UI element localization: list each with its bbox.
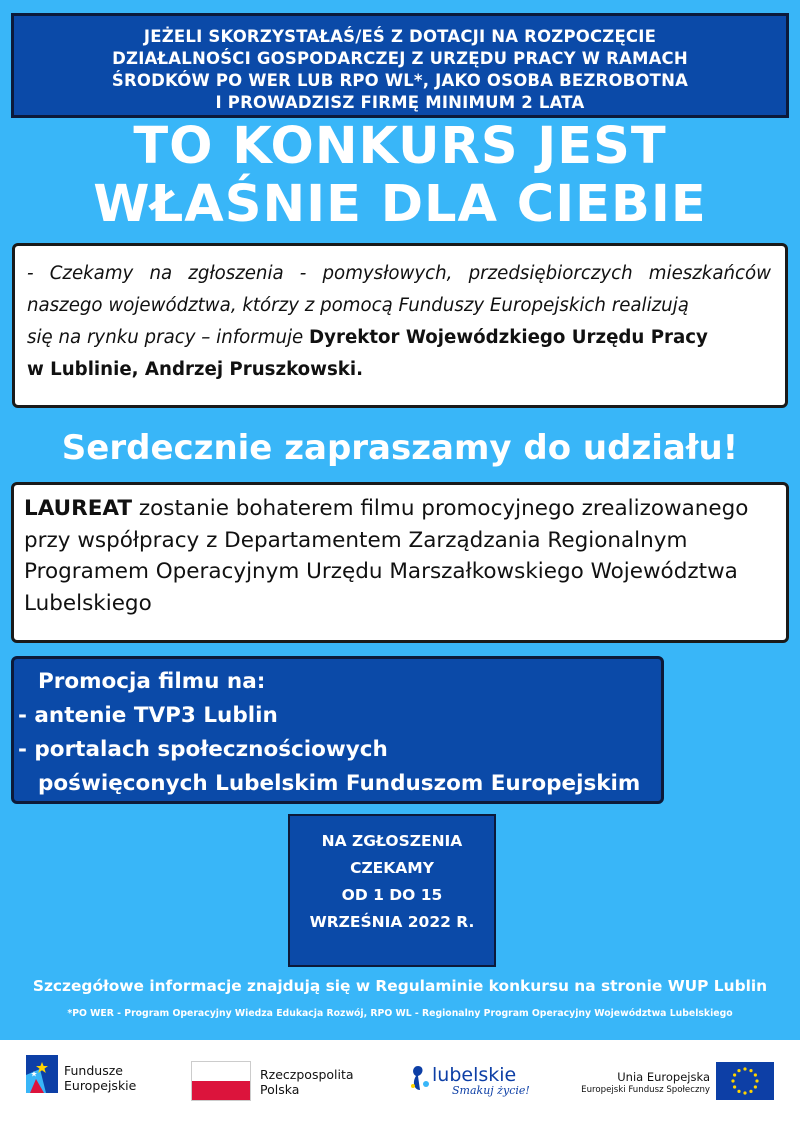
top-banner-line: I PROWADZISZ FIRMĘ MINIMUM 2 LATA [215,93,585,112]
eu-star-icon [754,1085,757,1088]
promo-item: poświęconych Lubelskim Funduszom Europejskim [38,771,641,796]
promo-item: - antenie TVP3 Lublin [18,703,278,728]
promo-item: - portalach społecznościowych [18,737,388,762]
eu-star-icon [743,1067,746,1070]
headline-line: WŁAŚNIE DLA CIEBIE [93,175,707,234]
rp-logo-line: Polska [260,1082,300,1097]
logo-footer [0,1040,800,1127]
deadline-line: CZEKAMY [350,859,434,877]
eu-star-icon [737,1090,740,1093]
quote-line [27,322,771,354]
quote-box [12,243,788,408]
promo-title: Promocja filmu na: [38,669,266,694]
lubelskie-wordmark: lubelskie [432,1064,517,1086]
eu-flag-icon [716,1062,774,1100]
deadline-line: OD 1 DO 15 [341,886,443,904]
ue-logo-title: Unia Europejska [617,1070,710,1084]
quote-line: w Lublinie, Andrzej Pruszkowski. [27,359,364,380]
eu-star-icon [755,1079,758,1082]
top-banner [11,13,789,118]
laureat-line: Programem Operacyjnym Urzędu Marszałkowskiego Województwa [24,559,738,584]
lubelskie-tagline: Smakuj życie! [452,1084,530,1097]
laureat-text: zostanie bohaterem filmu promocyjnego zrealizowanego [132,496,749,521]
eu-star-icon [733,1073,736,1076]
laureat-line: Lubelskiego [24,590,152,616]
ue-logo-sub: Europejski Fundusz Społeczny [581,1085,710,1095]
quote-bold-text: Dyrektor Wojewódzkiego Urzędu Pracy [309,327,708,348]
promo-box [11,656,664,804]
eu-star-icon [754,1073,757,1076]
laureat-line [24,493,776,525]
quote-line: naszego województwa, którzy z pomocą Funduszy Europejskich realizują [27,295,689,316]
fe-logo-text [64,1063,136,1093]
invite-heading: Serdecznie zapraszamy do udziału! [61,428,739,468]
eu-star-icon [749,1090,752,1093]
eu-star-icon [743,1091,746,1094]
eu-star-icon [737,1069,740,1072]
fundusze-europejskie-logo-icon [26,1055,58,1093]
fe-logo-line: Fundusze [64,1063,123,1078]
rp-logo-text [260,1067,354,1097]
deadline-line: NA ZGŁOSZENIA [321,832,463,850]
quote-line: - Czekamy na zgłoszenia - pomysłowych, przedsiębiorczych mieszkańców [27,263,771,284]
top-banner-line: JEŻELI SKORZYSTAŁAŚ/EŚ Z DOTACJI NA ROZPOCZĘCIE [143,27,657,46]
top-banner-line: ŚRODKÓW PO WER LUB RPO WL*, JAKO OSOBA BEZROBOTNA [111,71,689,90]
polish-flag-icon [192,1062,250,1100]
page-title [0,118,800,234]
top-banner-line: DZIAŁALNOŚCI GOSPODARCZEJ Z URZĘDU PRACY W RAMACH [112,49,688,68]
laureat-box [11,482,789,643]
laureat-line: przy współpracy z Departamentem Zarządzania Regionalnym [24,527,688,553]
info-text: Szczegółowe informacje znajdują się w Regulaminie konkursu na stronie WUP Lublin [32,977,768,995]
deadline-box [288,814,496,967]
laureat-bold: LAUREAT [24,496,133,521]
fe-logo-line: Europejskie [64,1078,137,1093]
deadline-line: WRZEŚNIA 2022 R. [309,913,475,931]
quote-italic-text: się na rynku pracy – informuje [27,327,310,348]
eu-star-icon [733,1085,736,1088]
footnote: *PO WER - Program Operacyjny Wiedza Edukacja Rozwój, RPO WL - Regionalny Program Operacyjny Województwa Lubelskiego [67,1008,733,1019]
headline-line: TO KONKURS JEST [133,117,667,176]
eu-star-icon [731,1079,734,1082]
lubelskie-logo-icon [410,1064,432,1092]
rp-logo-line: Rzeczpospolita [260,1067,354,1082]
eu-star-icon [749,1069,752,1072]
